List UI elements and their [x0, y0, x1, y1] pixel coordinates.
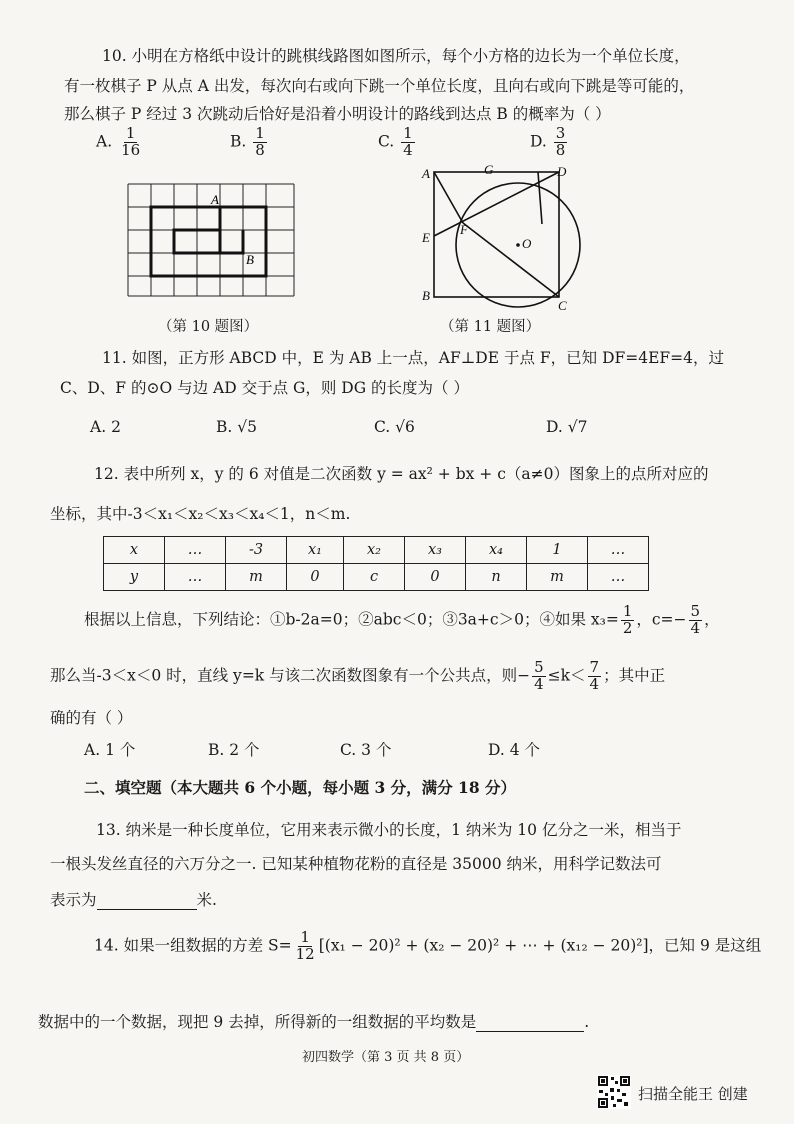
scanner-watermark: 扫描全能王 创建 — [638, 1085, 748, 1103]
square-abcd — [434, 172, 559, 297]
q12-option-c: C. 3 个 — [340, 741, 392, 759]
table-cell: x₁ — [287, 537, 344, 564]
table-cell: x₂ — [344, 537, 405, 564]
q10-line1: 10. 小明在方格纸中设计的跳棋线路图如图所示，每个小方格的边长为一个单位长度， — [102, 47, 690, 65]
q12-line4: 那么当-3＜x＜0 时，直线 y=k 与该二次函数图象有一个公共点，则− $\frac{5}{4}$ ≤k＜ $\frac{7}{4}$ ；其中正 — [50, 658, 666, 693]
table-cell: 1 — [527, 537, 588, 564]
table-cell: m — [527, 564, 588, 591]
q12-option-a: A. 1 个 — [84, 741, 136, 759]
q13-line2: 一根头发丝直径的六万分之一. 已知某种植物花粉的直径是 35000 纳米，用科学记数法可 — [50, 855, 662, 873]
q11-line2: C、D、F 的⊙O 与边 AD 交于点 G，则 DG 的长度为（ ） — [60, 379, 469, 397]
q10-line2: 有一枚棋子 P 从点 A 出发，每次向右或向下跳一个单位长度，且向右或向下跳是等可能的， — [64, 77, 695, 95]
q12-option-d: D. 4 个 — [488, 741, 541, 759]
q11-line1: 11. 如图，正方形 ABCD 中，E 为 AB 上一点，AF⊥DE 于点 F，已知 DF=4EF=4，过 — [102, 349, 725, 367]
q10-option-d: D. $\frac{3}{8}$ — [530, 124, 566, 159]
table-cell: m — [226, 564, 287, 591]
q11-label-b: B — [422, 288, 430, 303]
table-cell: … — [165, 564, 226, 591]
q11-label-d: D — [557, 164, 567, 179]
q12-value-table — [103, 536, 649, 591]
q11-label-a: A — [422, 166, 430, 181]
q10-label-b: B — [246, 252, 254, 267]
fraction: $\frac{3}{8}$ — [555, 124, 566, 159]
q11-label-c: C — [558, 298, 567, 313]
table-cell: … — [165, 537, 226, 564]
table-cell: 0 — [287, 564, 344, 591]
table-cell: x — [104, 537, 165, 564]
page-number: 初四数学（第 3 页 共 8 页） — [302, 1050, 470, 1065]
segment-dc-inner — [538, 172, 542, 224]
segment-af — [434, 172, 463, 223]
table-cell: … — [588, 537, 649, 564]
q10-option-a: A. $\frac{1}{16}$ — [96, 124, 141, 159]
q11-option-c: C. √6 — [374, 418, 415, 436]
q11-label-e: E — [422, 230, 430, 245]
center-point — [516, 243, 520, 247]
q11-label-f: F — [460, 222, 468, 237]
q10-caption: （第 10 题图） — [158, 319, 259, 335]
fraction: $\frac{1}{8}$ — [255, 124, 265, 159]
section-heading-fill-in: 二、填空题（本大题共 6 个小题，每小题 3 分，满分 18 分） — [84, 778, 517, 797]
q12-line3: 根据以上信息，下列结论：①b-2a=0；②abc＜0；③3a+c＞0；④如果 x₃= $\frac{1}{2}$ ，c=− $\frac{5}{4}$ ， — [84, 602, 720, 637]
table-cell: c — [344, 564, 405, 591]
fraction: $\frac{1}{4}$ — [403, 124, 413, 159]
table-cell: n — [466, 564, 527, 591]
q10-label-a: A — [211, 192, 219, 207]
q11-geometry-figure — [418, 160, 598, 340]
table-cell: x₃ — [405, 537, 466, 564]
q12-line2: 坐标，其中-3＜x₁＜x₂＜x₃＜x₄＜1，n＜m. — [50, 505, 351, 523]
fraction: $\frac{1}{16}$ — [121, 124, 141, 159]
q10-line3: 那么棋子 P 经过 3 次跳动后恰好是沿着小明设计的路线到达点 B 的概率为（ ） — [64, 105, 611, 123]
table-cell: … — [588, 564, 649, 591]
q10-option-b: B. $\frac{1}{8}$ — [230, 124, 265, 159]
table-cell: x₄ — [466, 537, 527, 564]
q12-option-b: B. 2 个 — [208, 741, 260, 759]
q10-option-c: C. $\frac{1}{4}$ — [378, 124, 413, 159]
table-row — [104, 537, 649, 564]
q11-label-g: G — [484, 162, 494, 177]
table-cell: y — [104, 564, 165, 591]
table-row — [104, 564, 649, 591]
q14-line2: 数据中的一个数据，现把 9 去掉，所得新的一组数据的平均数是 . — [38, 1013, 590, 1031]
q13-line3: 表示为 米. — [50, 891, 217, 909]
q11-label-o: O — [522, 236, 532, 251]
q13-line1: 13. 纳米是一种长度单位，它用来表示微小的长度，1 纳米为 10 亿分之一米，相当于 — [96, 821, 682, 839]
segment-fc — [463, 223, 559, 297]
qr-code-icon — [597, 1075, 631, 1109]
q13-answer-blank[interactable] — [97, 891, 197, 910]
q12-line1: 12. 表中所列 x，y 的 6 对值是二次函数 y = ax² + bx + c（a≠0）图象上的点所对应的 — [94, 465, 709, 483]
q12-line5: 确的有（ ） — [50, 709, 133, 727]
q11-caption: （第 11 题图） — [440, 319, 541, 335]
q14-line1: 14. 如果一组数据的方差 S= $\frac{1}{12}$ [(x₁ − 20)² + (x₂ − 20)² + ⋯ + (x₁₂ − 20)²]，已知 9 是这组 — [94, 928, 762, 963]
table-cell: 0 — [405, 564, 466, 591]
q10-grid-figure — [124, 180, 299, 300]
q14-answer-blank[interactable] — [476, 1013, 584, 1032]
q11-option-b: B. √5 — [216, 418, 258, 436]
table-cell: -3 — [226, 537, 287, 564]
q11-option-a: A. 2 — [90, 418, 121, 436]
q11-option-d: D. √7 — [546, 418, 588, 436]
